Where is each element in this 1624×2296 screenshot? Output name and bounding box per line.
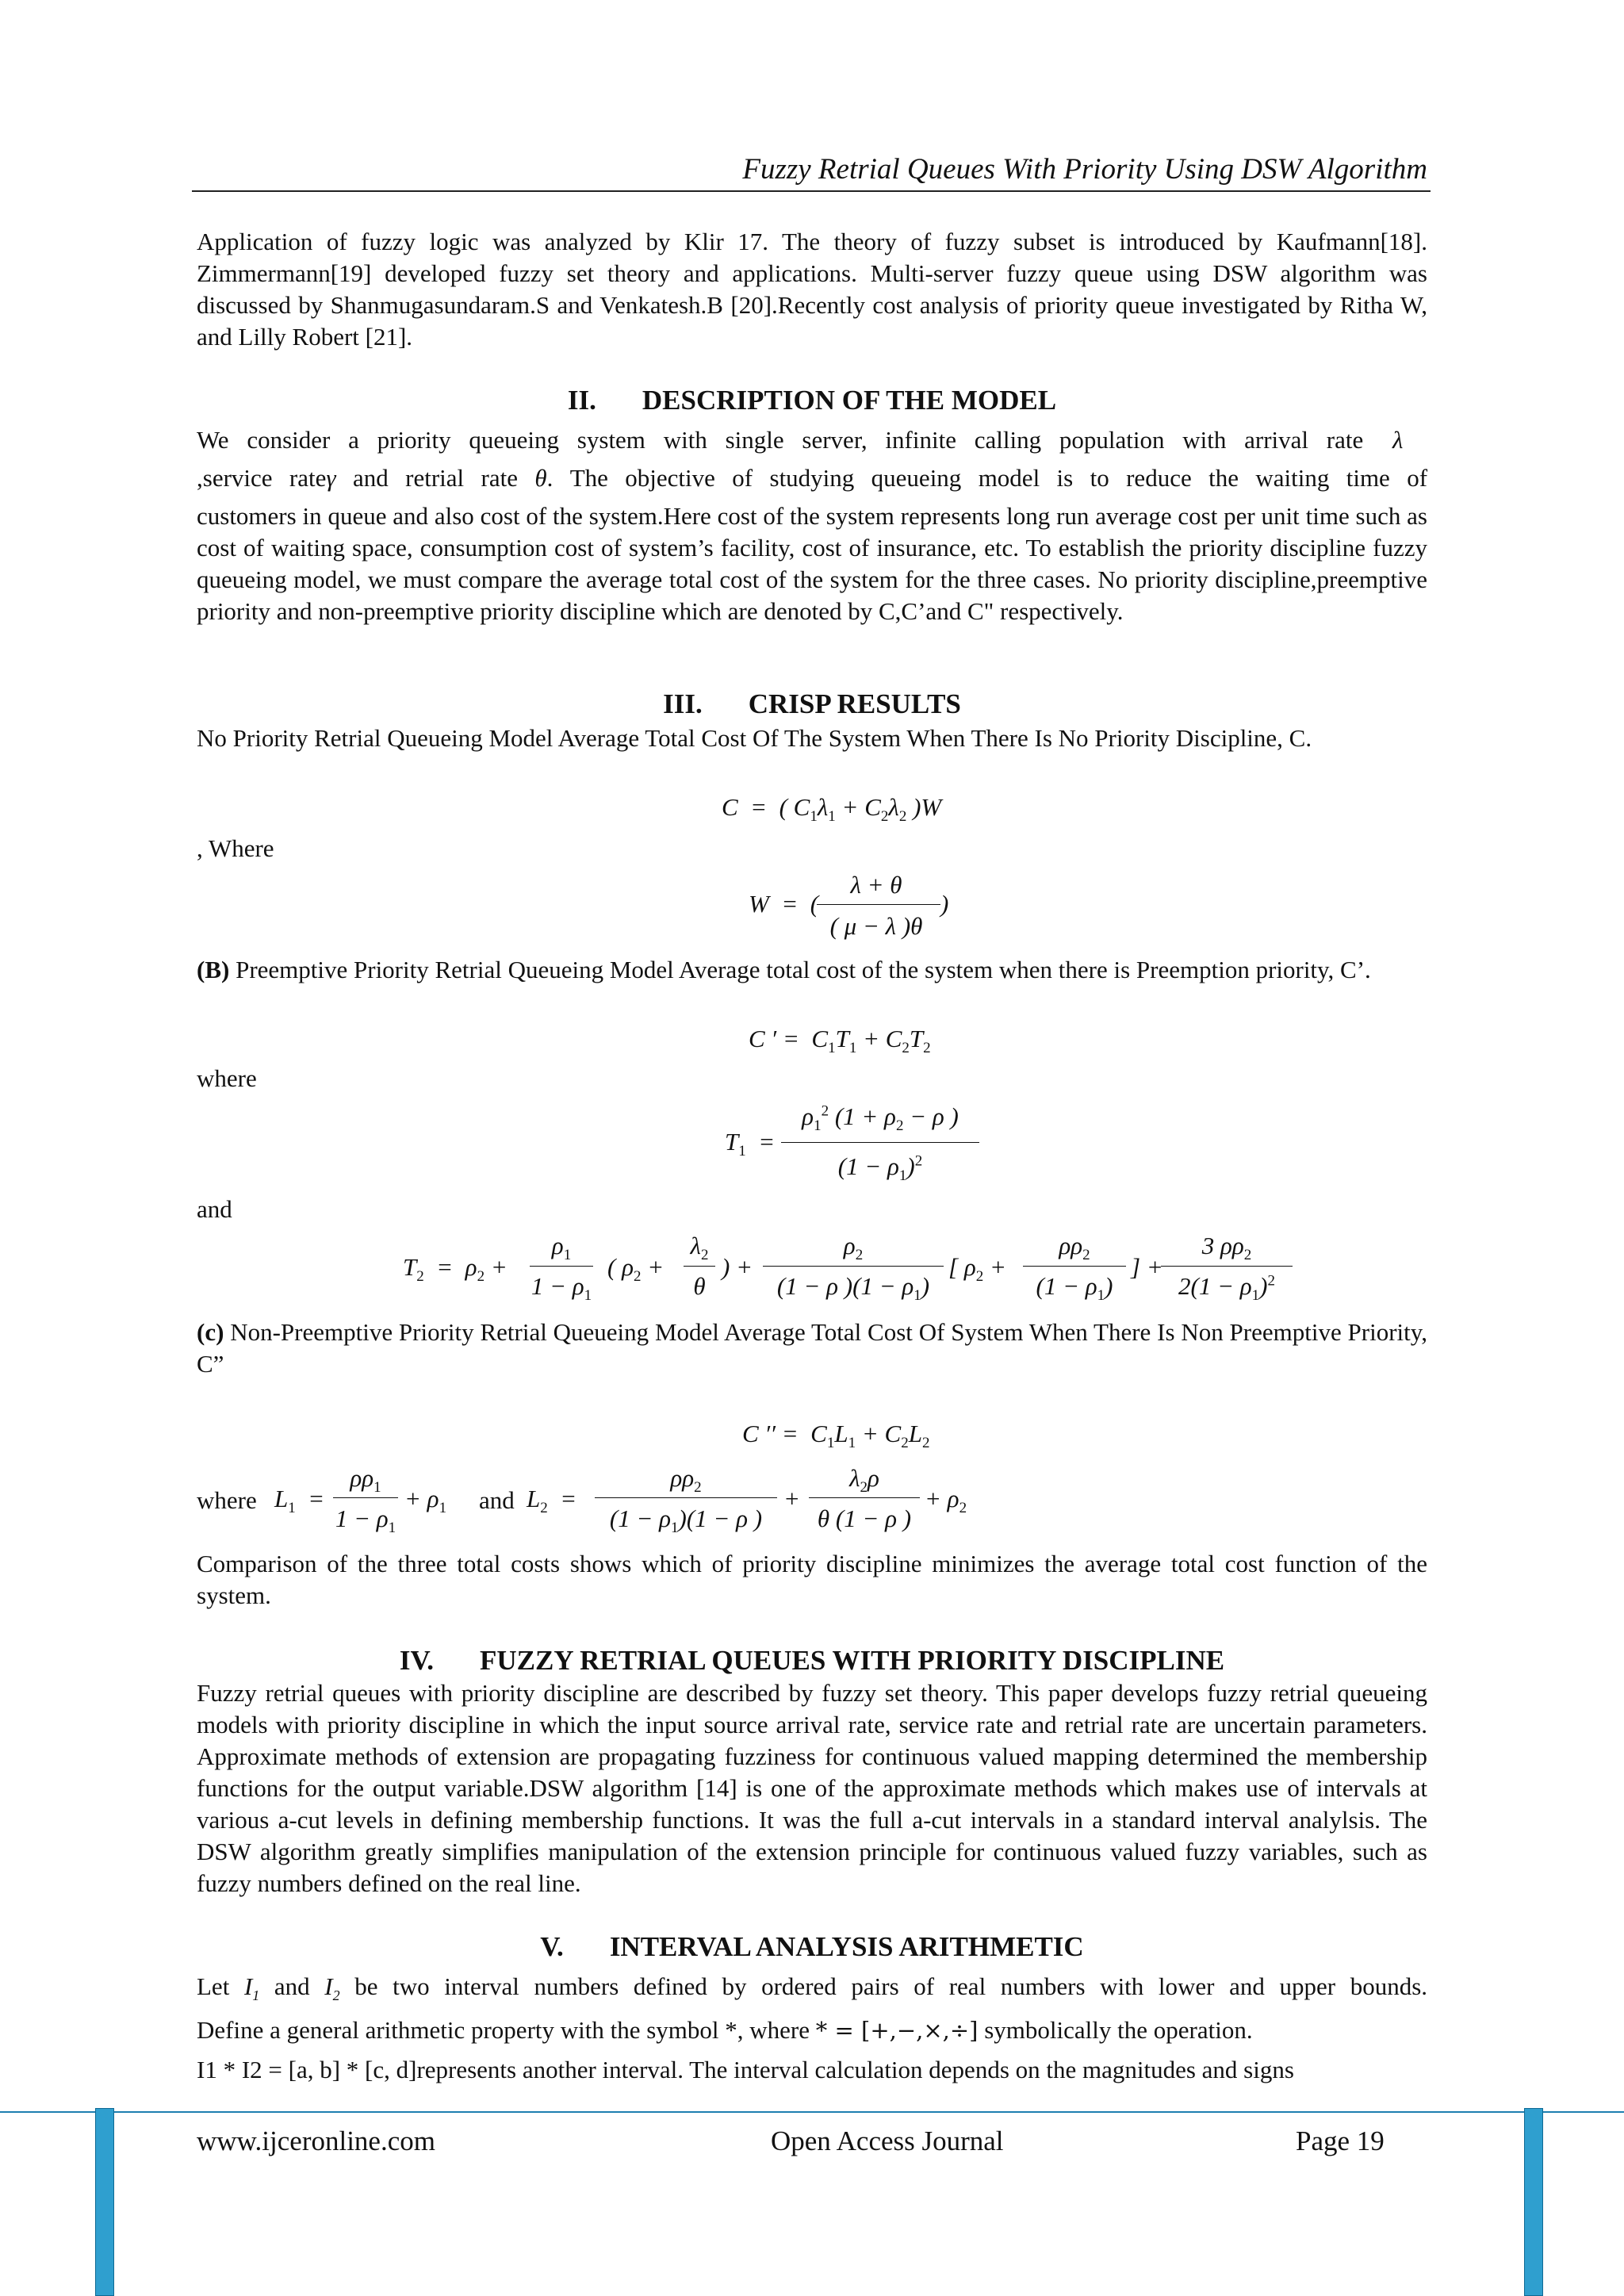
equation-T1-numerator: $\rho_1^2$ ($1 + \rho_2 - \rho$ ) <box>802 1102 959 1135</box>
section-title: INTERVAL ANALYSIS ARITHMETIC <box>609 1931 1084 1962</box>
model-line-2: ,service rateγ and retrial rate θ. The objective of studying queueing model is to reduce the waiting time of <box>197 464 1428 492</box>
section-title: DESCRIPTION OF THE MODEL <box>642 385 1057 416</box>
fraction-bar <box>595 1497 777 1498</box>
footer-side-bar-left <box>95 2108 114 2296</box>
t2-bracket-open: [ $\rho_2$ + <box>948 1253 1006 1286</box>
preemptive-text: (B) Preemptive Priority Retrial Queueing Model Average total cost of the system when there is Preemption priority, C’. <box>197 956 1371 983</box>
l1-plus-rho: + $\rho_1$ <box>404 1485 447 1517</box>
model-line-1: We consider a priority queueing system with single server, infinite calling population with arrival rate λ <box>197 426 1404 454</box>
l2-frac1-den: $(1 - \rho_1)(1 - \rho$ ) <box>609 1504 763 1537</box>
equation-T2-lhs: $T_2 = \rho_2$ + <box>403 1253 508 1286</box>
l2-plus-rho: + $\rho_2$ <box>925 1485 967 1517</box>
fraction-bar <box>809 1497 920 1498</box>
interval-line-1: Let $I_1$ and $I_2$ be two interval numbers defined by ordered pairs of real numbers with lower and upper bounds. <box>197 1972 1428 2004</box>
l1-frac-den: $1 - \rho_1$ <box>335 1504 396 1537</box>
t2-frac4-num: $\rho\rho_2$ <box>1059 1232 1090 1264</box>
footer-journal: Open Access Journal <box>771 2125 1004 2156</box>
l1-frac-num: $\rho\rho_1$ <box>350 1464 381 1497</box>
footer-website: www.ijceronline.com <box>197 2125 435 2156</box>
intro-paragraph: Application of fuzzy logic was analyzed by Klir 17. The theory of fuzzy subset is introduced by Kaufmann[18]. Zimmermann[19] developed fuzzy set theory and applications. Multi-server fuzzy queue using DSW algorithm was discussed by Shanmugasundaram.S and Venkatesh.B [20].Recently cost analysis of priority queue investigated by Ritha W, and Lilly Robert [21]. <box>197 228 1427 351</box>
model-paragraph-rest: customers in queue and also cost of the system.Here cost of the system represents long run average cost per unit time such as cost of waiting space, consumption cost of system’s facility, cost of insurance, etc. To establish the priority discipline fuzzy queueing model, we must compare the average total cost of the system for the three cases. No priority discipline,preemptive priority and non-preemptive priority discipline which are denoted by C,C’and C" respectively. <box>197 502 1427 625</box>
section-heading-5 <box>197 1931 1427 1963</box>
header-rule <box>192 190 1431 192</box>
no-priority-text: No Priority Retrial Queueing Model Average Total Cost Of The System When There Is No Priority Discipline, C. <box>197 724 1312 752</box>
fraction-bar <box>781 1142 979 1143</box>
non-preemptive-text: (c) Non-Preemptive Priority Retrial Queueing Model Average Total Cost Of System When There Is Non Preemptive Priority, C” <box>197 1318 1427 1378</box>
t2-frac5-den: $2(1 - \rho_1)^2$ <box>1178 1272 1275 1305</box>
section-number: III. <box>663 688 703 719</box>
equation-W-close: ) <box>940 890 949 918</box>
section-title: CRISP RESULTS <box>748 688 961 719</box>
operation-set: * = [+,−,×,÷] <box>815 2017 979 2044</box>
t2-bracket-close: ] + <box>1131 1253 1163 1281</box>
theta-symbol: θ <box>534 464 547 492</box>
fraction-bar <box>1161 1266 1293 1267</box>
interval-line-3: I1 * I2 = [a, b] * [c, d]represents another interval. The interval calculation depends on the magnitudes and signs <box>197 2056 1294 2083</box>
t2-paren-close: ) + <box>722 1253 753 1281</box>
l2-frac2-den: θ (1 − ρ ) <box>817 1504 912 1532</box>
section-heading-2 <box>197 385 1427 416</box>
and-text: and <box>197 1195 232 1223</box>
t2-frac4-den: $(1 - \rho_1)$ <box>1036 1272 1113 1305</box>
section-number: V. <box>540 1931 564 1962</box>
footer-rule <box>0 2111 1624 2113</box>
footer-page-number: Page 19 <box>1296 2125 1385 2156</box>
fraction-bar <box>817 904 940 905</box>
equation-W-denominator: ( μ − λ )θ <box>829 912 923 940</box>
footer-side-bar-right <box>1524 2108 1543 2296</box>
section-number: II. <box>567 385 596 416</box>
equation-W-lhs: W = ( <box>749 890 819 918</box>
lambda-symbol: λ <box>1392 426 1404 454</box>
t2-paren-open: ( $\rho_2$ + <box>607 1253 665 1286</box>
interval-line-2: Define a general arithmetic property with the symbol *, where * = [+,−,×,÷] symbolically the operation. <box>197 2016 1253 2044</box>
where-L-text: where <box>197 1486 257 1514</box>
running-head: Fuzzy Retrial Queues With Priority Using DSW Algorithm <box>742 153 1427 186</box>
fraction-bar <box>763 1266 944 1267</box>
fraction-bar <box>333 1497 398 1498</box>
and-L-text: and <box>479 1486 515 1514</box>
where-text: where <box>197 1064 257 1092</box>
equation-C: C = ( $C_1\lambda_1 + C_2\lambda_2$ )W <box>722 793 942 826</box>
fuzzy-paragraph: Fuzzy retrial queues with priority discipline are described by fuzzy set theory. This paper develops fuzzy retrial queueing models with priority discipline in which the input source arrival rate, service rate and retrial rate are uncertain parameters. Approximate methods of extension are propagating fuzziness for continuous valued mapping determined the membership functions for the output variable.DSW algorithm [14] is one of the approximate methods which makes use of intervals at various a-cut levels in defining membership functions. It was the full a-cut intervals in a standard interval analylsis. The DSW algorithm greatly simplifies manipulation of the extension principle for continuous valued fuzzy variables, such as fuzzy numbers defined on the real line. <box>197 1679 1427 1897</box>
l2-frac2-num: $\lambda_2\rho$ <box>849 1464 879 1497</box>
section-title: FUZZY RETRIAL QUEUES WITH PRIORITY DISCIPLINE <box>480 1645 1225 1676</box>
l2-plus: + <box>783 1485 800 1512</box>
equation-L1-lhs: $L_1$ = <box>274 1485 325 1517</box>
interval-I1: $I_1$ <box>243 1972 260 2004</box>
equation-T1-lhs: $T_1$ = <box>725 1128 776 1160</box>
comparison-text: Comparison of the three total costs shows which of priority discipline minimizes the average total cost function of the system. <box>197 1550 1427 1609</box>
section-heading-3 <box>197 688 1427 720</box>
l2-frac1-num: $\rho\rho_2$ <box>670 1464 702 1497</box>
gamma-symbol: γ <box>326 464 336 492</box>
section-number: IV. <box>399 1645 435 1676</box>
t2-frac1-num: $\rho_1$ <box>551 1232 572 1264</box>
equation-T1-denominator: $(1 - \rho_1)^2$ <box>837 1152 923 1185</box>
fraction-bar <box>1023 1266 1126 1267</box>
t2-frac2-den: θ <box>693 1272 706 1300</box>
section-heading-4 <box>197 1645 1427 1677</box>
equation-L2-lhs: $L_2$ = <box>527 1485 577 1517</box>
t2-frac3-den: (1 − ρ )$(1 - \rho_1)$ <box>776 1272 930 1305</box>
t2-frac2-num: $\lambda_2$ <box>690 1232 709 1264</box>
equation-W-numerator: λ + θ <box>850 871 902 899</box>
equation-C-double-prime: C ′′ = $C_1L_1 + C_2L_2$ <box>742 1420 930 1452</box>
interval-I2: $I_2$ <box>324 1972 340 2004</box>
fraction-bar <box>684 1266 715 1267</box>
where-comma-text: , Where <box>197 834 274 862</box>
fraction-bar <box>530 1266 593 1267</box>
equation-C-prime: C ′ = $C_1T_1 + C_2T_2$ <box>749 1025 931 1057</box>
t2-frac5-num: 3 $\rho\rho_2$ <box>1201 1232 1252 1264</box>
t2-frac1-den: $1 - \rho_1$ <box>530 1272 592 1305</box>
t2-frac3-num: $\rho_2$ <box>843 1232 864 1264</box>
